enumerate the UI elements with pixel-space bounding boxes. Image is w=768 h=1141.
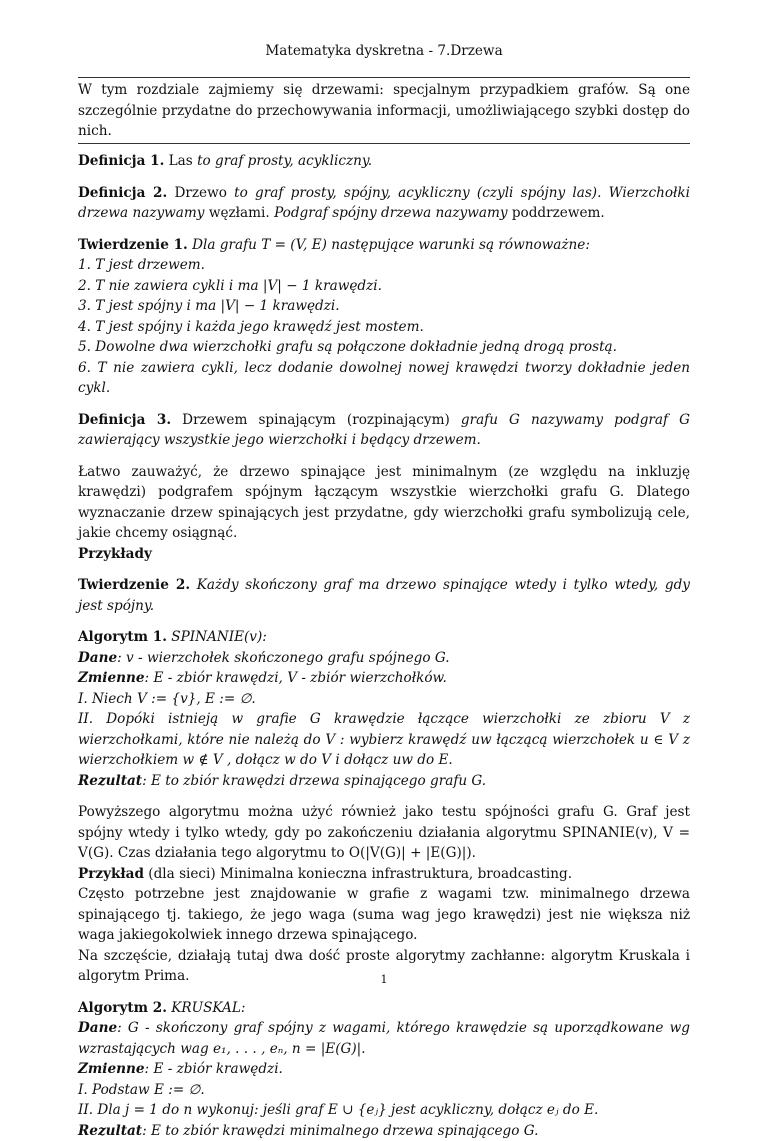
algorithm-1-result-label: Rezultat bbox=[78, 773, 142, 789]
theorem-1-label: Twierdzenie 1. bbox=[78, 237, 188, 253]
algorithm-1-input: : v - wierzchołek skończonego grafu spójnego G. bbox=[117, 650, 449, 666]
theorem-1-item: 1. T jest drzewem. bbox=[78, 255, 690, 276]
algorithm-2-name: KRUSKAL: bbox=[171, 1000, 245, 1016]
algorithm-2-step-2: II. Dla j = 1 do n wykonuj: jeśli graf E ∪ {eⱼ} jest acykliczny, dołącz eⱼ do E. bbox=[78, 1100, 690, 1121]
definition-3-term: Drzewem spinającym (rozpinającym) bbox=[182, 412, 450, 428]
theorem-1-item: 4. T jest spójny i każda jego krawędź jest mostem. bbox=[78, 317, 690, 338]
algorithm-1-step-1: I. Niech V := {v}, E := ∅. bbox=[78, 689, 690, 710]
theorem-1-item: 6. T nie zawiera cykli, lecz dodanie dowolnej nowej krawędzi tworzy dokładnie jeden cykl. bbox=[78, 358, 690, 399]
algorithm-2 bbox=[78, 998, 690, 1141]
algorithm-1-label: Algorytm 1. bbox=[78, 629, 167, 645]
paragraph-connectivity bbox=[78, 802, 690, 987]
page-header: Matematyka dyskretna - 7.Drzewa bbox=[0, 41, 768, 62]
algorithm-1-vars-label: Zmienne bbox=[78, 670, 145, 686]
algorithm-2-input-label: Dane bbox=[78, 1020, 117, 1036]
definition-3-label: Definicja 3. bbox=[78, 412, 171, 428]
algorithm-1-result: : E to zbiór krawędzi drzewa spinającego grafu G. bbox=[142, 773, 486, 789]
algorithm-2-step-1: I. Podstaw E := ∅. bbox=[78, 1080, 690, 1101]
algorithm-1-input-label: Dane bbox=[78, 650, 117, 666]
definition-1-term: Las bbox=[169, 153, 193, 169]
algorithm-2-result-label: Rezultat bbox=[78, 1123, 142, 1139]
definition-2-label: Definicja 2. bbox=[78, 185, 167, 201]
algorithm-1-name: SPINANIE(v): bbox=[171, 629, 267, 645]
greedy-text: Na szczęście, działają tutaj dwa dość proste algorytmy zachłanne: algorytm Kruskala i algorytm Prima. bbox=[78, 946, 690, 987]
theorem-1-item: 5. Dowolne dwa wierzchołki grafu są połączone dokładnie jedną drogą prostą. bbox=[78, 337, 690, 358]
example-label: Przykład bbox=[78, 866, 144, 882]
algorithm-2-label: Algorytm 2. bbox=[78, 1000, 167, 1016]
top-rule bbox=[78, 77, 690, 78]
algorithm-1-step-2: II. Dopóki istnieją w grafie G krawędzie łączące wierzchołki ze zbioru V z wierzchołkami, które nie należą do V : wybierz krawędź uw łączącą wierzchołek u ∈ V z wierzchołkiem w ∉ V , dołącz w do V i dołącz uw do E. bbox=[78, 709, 690, 771]
definition-3-text: grafu G nazywamy podgraf G zawierający wszystkie jego wierzchołki i będący drzewem. bbox=[78, 412, 690, 449]
definition-2-text-2: Podgraf spójny drzewa nazywamy bbox=[274, 205, 507, 221]
theorem-2-label: Twierdzenie 2. bbox=[78, 577, 190, 593]
definition-2-term-nodes: węzłami. bbox=[209, 205, 270, 221]
definition-1-text: to graf prosty, acykliczny. bbox=[197, 153, 372, 169]
algorithm-2-vars-label: Zmienne bbox=[78, 1061, 145, 1077]
connectivity-text: Powyższego algorytmu można użyć również jako testu spójności grafu G. Graf jest spójny wtedy i tylko wtedy, gdy po zakończeniu działania algorytmu SPINANIE(v), V = V(G). Czas działania tego algorytmu to O(|V(G)| + |E(G)|). bbox=[78, 802, 690, 864]
definition-1-label: Definicja 1. bbox=[78, 153, 164, 169]
theorem-1 bbox=[78, 235, 690, 399]
theorem-2 bbox=[78, 575, 690, 616]
definition-3 bbox=[78, 410, 690, 451]
theorem-1-item: 2. T nie zawiera cykli i ma |V| − 1 krawędzi. bbox=[78, 276, 690, 297]
theorem-2-text: Każdy skończony graf ma drzewo spinające wtedy i tylko wtedy, gdy jest spójny. bbox=[78, 577, 690, 614]
intro-block bbox=[78, 80, 690, 142]
algorithm-2-vars: : E - zbiór krawędzi. bbox=[145, 1061, 283, 1077]
algorithm-2-result: : E to zbiór krawędzi minimalnego drzewa spinającego G. bbox=[142, 1123, 538, 1139]
theorem-1-item: 3. T jest spójny i ma |V| − 1 krawędzi. bbox=[78, 296, 690, 317]
examples-heading: Przykłady bbox=[78, 544, 690, 565]
page-number: 1 bbox=[0, 970, 768, 991]
bottom-rule bbox=[78, 143, 690, 144]
algorithm-1 bbox=[78, 627, 690, 791]
example-text: (dla sieci) Minimalna konieczna infrastruktura, broadcasting. bbox=[144, 866, 572, 882]
definition-2-term-subtree: poddrzewem. bbox=[512, 205, 605, 221]
definition-2-term: Drzewo bbox=[174, 185, 226, 201]
definition-1 bbox=[78, 151, 690, 172]
definition-2-text-1: to graf prosty, spójny, acykliczny (czyli spójny las). Wierzchołki drzewa nazywamy bbox=[78, 185, 690, 222]
algorithm-2-input: : G - skończony graf spójny z wagami, którego krawędzie są uporządkowane wg wzrastających wag e₁, . . . , eₙ, n = |E(G)|. bbox=[78, 1020, 690, 1057]
intro-text: W tym rozdziale zajmiemy się drzewami: specjalnym przypadkiem grafów. Są one szczególnie przydatne do przechowywania informacji, umożliwiającego szybki dostęp do nich. bbox=[78, 80, 690, 142]
algorithm-1-vars: : E - zbiór krawędzi, V - zbiór wierzchołków. bbox=[145, 670, 447, 686]
mst-text: Często potrzebne jest znajdowanie w grafie z wagami tzw. minimalnego drzewa spinającego tj. takiego, że jego waga (suma wag jego krawędzi) jest nie większa niż waga jakiegokolwiek innego drzewa spinającego. bbox=[78, 884, 690, 946]
paragraph-spanning-tree: Łatwo zauważyć, że drzewo spinające jest minimalnym (ze względu na inkluzję krawędzi) podgrafem spójnym łączącym wszystkie wierzchołki grafu G. Dlatego wyznaczanie drzew spinających jest przydatne, gdy wierzchołki grafu symbolizują cele, jakie chcemy osiągnąć. bbox=[78, 462, 690, 544]
main-content bbox=[78, 151, 690, 1141]
theorem-1-intro: Dla grafu T = (V, E) następujące warunki są równoważne: bbox=[192, 237, 590, 253]
definition-2 bbox=[78, 183, 690, 224]
